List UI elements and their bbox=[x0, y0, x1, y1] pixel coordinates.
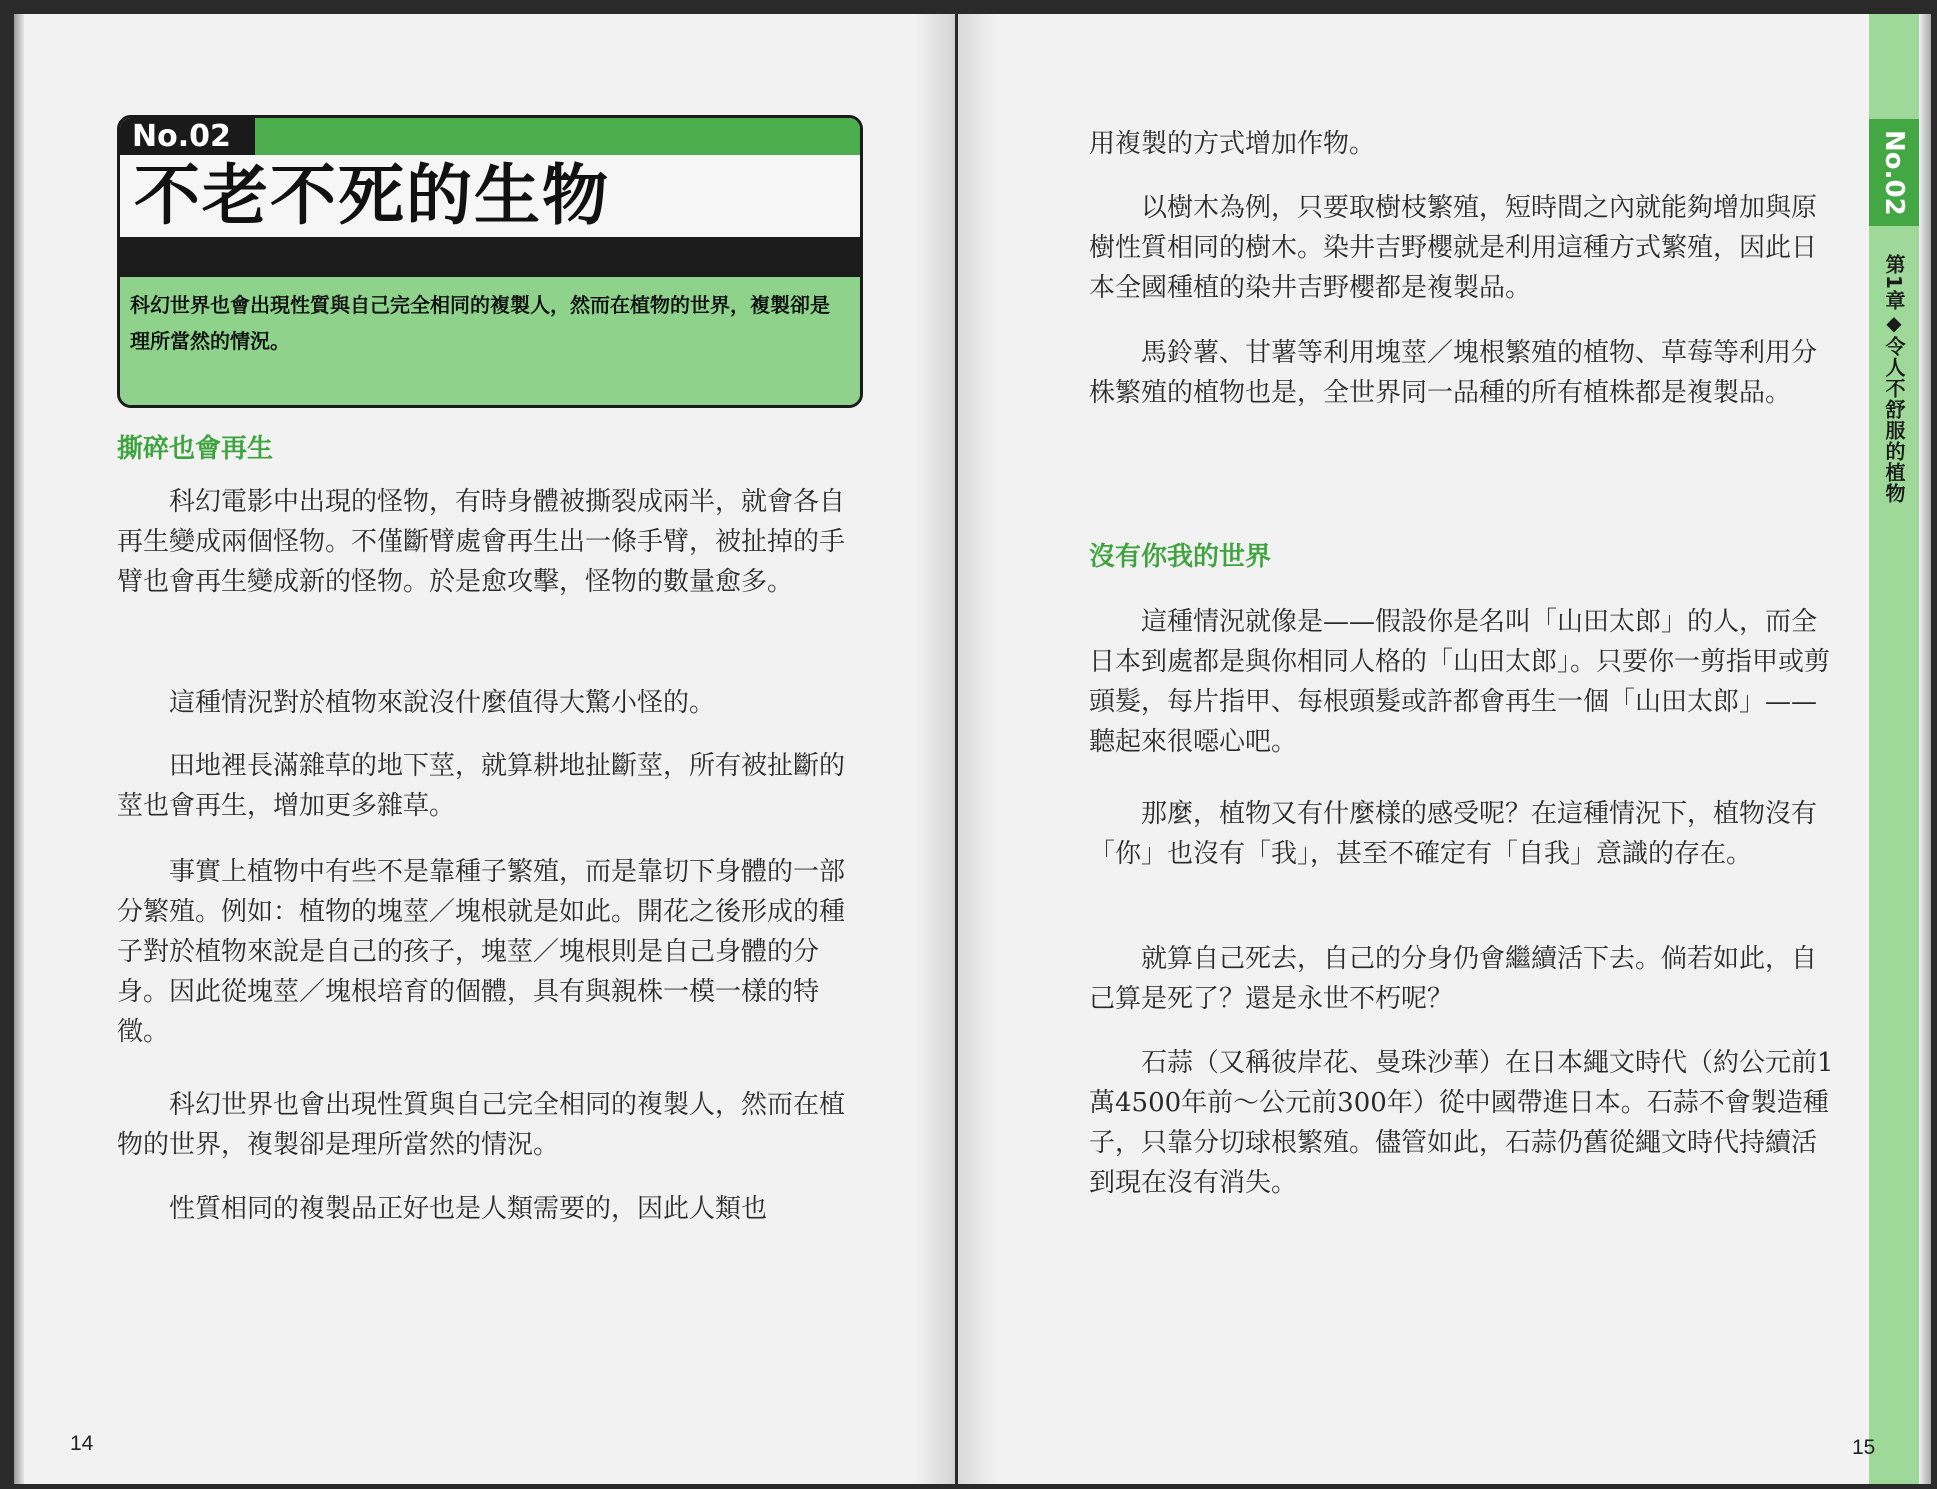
page-number: 14 bbox=[70, 1432, 94, 1455]
title-number: No.02 bbox=[120, 118, 255, 155]
paragraph: 馬鈴薯、甘薯等利用塊莖／塊根繁殖的植物、草莓等利用分株繁殖的植物也是，全世界同一品種的所有植株都是複製品。 bbox=[1089, 338, 1818, 408]
paragraph: 田地裡長滿雜草的地下莖，就算耕地扯斷莖，所有被扯斷的莖也會再生，增加更多雜草。 bbox=[117, 751, 846, 821]
side-tab-chapter: 第1章◆令人不舒服的植物 bbox=[1882, 254, 1906, 504]
right-page bbox=[958, 14, 1931, 1484]
paragraph: 石蒜（又稱彼岸花、曼珠沙華）在日本繩文時代（約公元前1萬4500年前～公元前300年）從中國帶進日本。石蒜不會製造種子，只靠分切球根繁殖。儘管如此，石蒜仍舊從繩文時代持續活到現在沒有消失。 bbox=[1089, 1048, 1834, 1198]
title-divider-bar bbox=[120, 237, 860, 277]
chapter-side-tab bbox=[1869, 14, 1919, 1484]
chapter-summary: 科幻世界也會出現性質與自己完全相同的複製人，然而在植物的世界，複製卻是理所當然的情況。 bbox=[120, 277, 860, 408]
paragraph: 這種情況對於植物來說沒什麼值得大驚小怪的。 bbox=[169, 688, 716, 718]
section-heading: 沒有你我的世界 bbox=[1089, 542, 1272, 572]
paragraph: 科幻電影中出現的怪物，有時身體被撕裂成兩半，就會各自再生變成兩個怪物。不僅斷臂處會再生出一條手臂，被扯掉的手臂也會再生變成新的怪物。於是愈攻擊，怪物的數量愈多。 bbox=[117, 487, 846, 597]
paragraph: 科幻世界也會出現性質與自己完全相同的複製人，然而在植物的世界，複製卻是理所當然的情況。 bbox=[117, 1090, 846, 1160]
page-number: 15 bbox=[1852, 1436, 1876, 1459]
chapter-title: 不老不死的生物 bbox=[134, 157, 610, 234]
title-top-bar bbox=[120, 118, 860, 155]
chapter-title-box bbox=[117, 115, 863, 408]
paragraph: 這種情況就像是——假設你是名叫「山田太郎」的人，而全日本到處都是與你相同人格的「山田太郎」。只要你一剪指甲或剪頭髮，每片指甲、每根頭髮或許都會再生一個「山田太郎」——聽起來很噁心吧。 bbox=[1089, 607, 1831, 757]
paragraph: 就算自己死去，自己的分身仍會繼續活下去。倘若如此，自己算是死了？還是永世不朽呢？ bbox=[1089, 944, 1818, 1014]
left-page bbox=[14, 14, 955, 1484]
paragraph: 以樹木為例，只要取樹枝繁殖，短時間之內就能夠增加與原樹性質相同的樹木。染井吉野櫻就是利用這種方式繁殖，因此日本全國種植的染井吉野櫻都是複製品。 bbox=[1089, 193, 1818, 303]
paragraph: 性質相同的複製品正好也是人類需要的，因此人類也 bbox=[169, 1194, 768, 1224]
side-tab-number: No.02 bbox=[1869, 119, 1919, 226]
paragraph: 那麼，植物又有什麼樣的感受呢？在這種情況下，植物沒有「你」也沒有「我」，甚至不確定有「自我」意識的存在。 bbox=[1089, 799, 1818, 869]
section-heading: 撕碎也會再生 bbox=[117, 434, 274, 464]
paragraph: 事實上植物中有些不是靠種子繁殖，而是靠切下身體的一部分繁殖。例如：植物的塊莖／塊根就是如此。開花之後形成的種子對於植物來說是自己的孩子，塊莖／塊根則是自己身體的分身。因此從塊莖／塊根培育的個體，具有與親株一模一樣的特徵。 bbox=[117, 857, 846, 1047]
paragraph: 用複製的方式增加作物。 bbox=[1089, 129, 1376, 159]
